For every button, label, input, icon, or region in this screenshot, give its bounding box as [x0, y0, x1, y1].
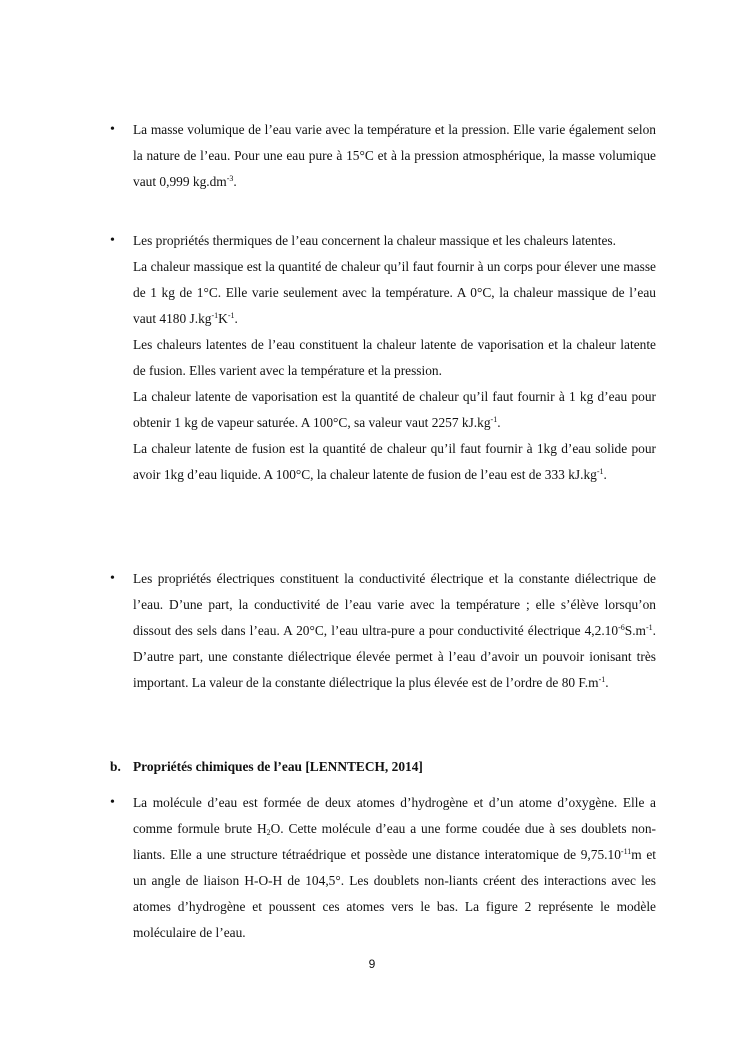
electriques-text-1: Les propriétés électriques constituent la conductivité électrique et la constante diélectrique de l’eau. D’une part, la conductivité de l’eau varie avec la température ; elle s’élève lorsqu’on dissout des sels dans l’eau. A 20°C, l’eau ultra-pure a pour conductivité électrique 4,2.10	[133, 571, 656, 638]
electriques-text-3: . D’autre part, une constante diélectrique élevée permet à l’eau d’avoir un pouvoir ionisant très important. La valeur de la constante diélectrique la plus élevée est de l’ordre de 80 F.m	[133, 623, 656, 690]
bullet-marker: •	[110, 122, 115, 137]
chaleur-massique-end: .	[234, 311, 238, 326]
masse-volumique-text: La masse volumique de l’eau varie avec la température et la pression. Elle varie également selon la nature de l’eau. Pour une eau pure à 15°C et à la pression atmosphérique, la masse volumique vaut 0,999 kg.dm	[133, 122, 656, 189]
fusion-text: La chaleur latente de fusion est la quantité de chaleur qu’il faut fournir à 1kg d’eau solide pour avoir 1kg d’eau liquide. A 100°C, la chaleur latente de fusion de l’eau est de 333 kJ.kg	[133, 441, 656, 482]
paragraph-proprietes-electriques	[133, 566, 656, 696]
heading-title: Propriétés chimiques de l’eau [LENNTECH, 2014]	[133, 759, 423, 774]
bullet-proprietes-thermiques	[110, 228, 656, 488]
chaleurs-latentes-paragraph: Les chaleurs latentes de l’eau constituent la chaleur latente de vaporisation et la chaleur latente de fusion. Elles varient avec la température et la pression.	[133, 337, 656, 378]
fusion-paragraph	[133, 436, 656, 488]
chaleur-massique-unit: K	[218, 311, 228, 326]
fusion-end: .	[603, 467, 607, 482]
paragraph-masse-volumique	[133, 117, 656, 195]
bullet-marker: •	[110, 233, 115, 248]
paragraph-proprietes-thermiques	[133, 228, 656, 488]
heading-number: b.	[110, 759, 121, 774]
bullet-marker: •	[110, 571, 115, 586]
masse-volumique-exponent: -3	[226, 174, 234, 183]
masse-volumique-end: .	[233, 174, 237, 189]
vaporisation-text: La chaleur latente de vaporisation est la quantité de chaleur qu’il faut fournir à 1 kg d’eau pour obtenir 1 kg de vapeur saturée. A 100°C, sa valeur vaut 2257 kJ.kg	[133, 389, 656, 430]
vaporisation-end: .	[497, 415, 501, 430]
vaporisation-exponent: -1	[490, 415, 498, 424]
bullet-masse-volumique	[110, 117, 656, 195]
chaleur-massique-text: La chaleur massique est la quantité de chaleur qu’il faut fournir à un corps pour élever une masse de 1 kg de 1°C. Elle varie seulement avec la température. A 0°C, la chaleur massique de l’eau vaut 4180 J.kg	[133, 259, 656, 326]
conductivite-unit-exponent: -1	[645, 623, 653, 632]
electriques-unit: S.m	[624, 623, 646, 638]
fusion-exponent: -1	[596, 467, 604, 476]
vaporisation-paragraph	[133, 384, 656, 436]
molecule-text-3: m et un angle de liaison H-O-H de 104,5°. Les doublets non-liants créent des interactions avec les atomes d’hydrogène et poussent ces atomes vers le bas. La figure 2 représente le modèle moléculaire de l’eau.	[133, 847, 656, 940]
formula-subscript: 2	[266, 828, 271, 837]
electriques-end: .	[605, 675, 609, 690]
paragraph-molecule-eau	[133, 790, 656, 946]
thermiques-intro: Les propriétés thermiques de l’eau concernent la chaleur massique et les chaleurs latentes.	[133, 233, 616, 248]
chaleur-massique-paragraph	[133, 254, 656, 332]
chaleur-massique-exponent-1: -1	[211, 311, 219, 320]
chaleur-massique-exponent-2: -1	[227, 311, 235, 320]
bullet-marker: •	[110, 795, 115, 810]
section-heading-proprietes-chimiques	[110, 757, 423, 777]
molecule-text-2: O. Cette molécule d’eau a une forme coudée due à ses doublets non-liants. Elle a une structure tétraédrique et possède une distance interatomique de 9,75.10	[133, 821, 656, 862]
dielectrique-exponent: -1	[598, 675, 606, 684]
molecule-text-1: La molécule d’eau est formée de deux atomes d’hydrogène et d’un atome d’oxygène. Elle a comme formule brute H	[133, 795, 656, 836]
conductivite-exponent: -6	[618, 623, 625, 632]
bullet-molecule-eau	[110, 790, 656, 946]
bullet-proprietes-electriques	[110, 566, 656, 696]
distance-exponent: -11	[620, 847, 632, 856]
page-number: 9	[368, 957, 376, 971]
